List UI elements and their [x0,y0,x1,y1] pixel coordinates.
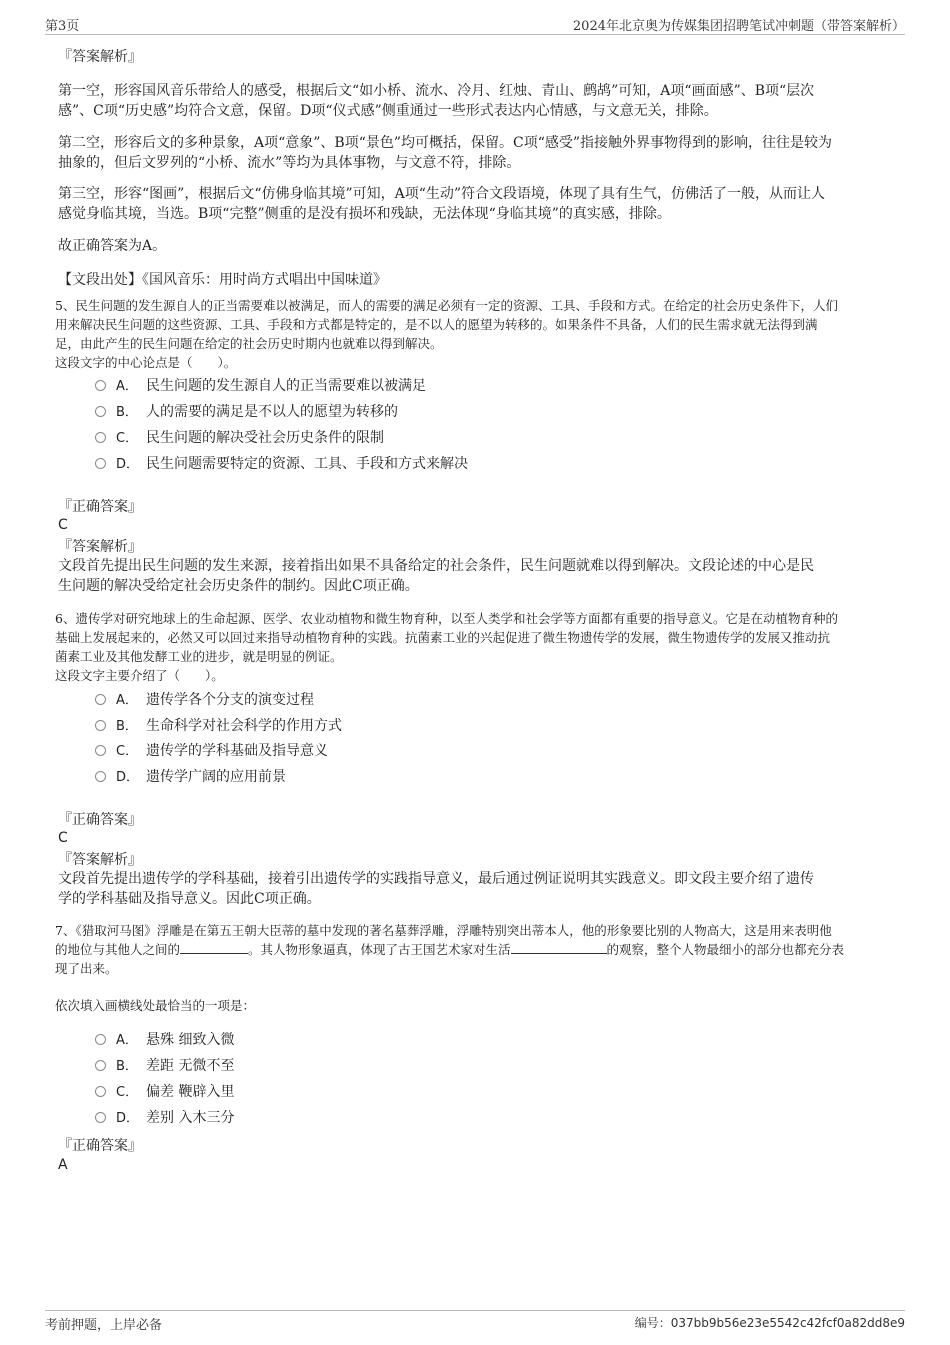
q6-option-d[interactable]: D． 遗传学广阔的应用前景 [95,767,286,787]
radio-icon[interactable] [95,694,106,705]
q4-analysis-para2: 第二空，形容后文的多种景象，A项“意象”、B项“景色”均可概括，保留。C项“感受”指接触外界事物得到的影响，往往是较为 抽象的，但后文罗列的“小桥、流水”等均为具体事物，与文意不符，排除。 [58,135,833,171]
radio-icon[interactable] [95,1034,106,1045]
q4-analysis-para3: 第三空，形容“图画”，根据后文“仿佛身临其境”可知，A项“生动”符合文段语境，体现了具有生气，仿佛活了一般，从而让人 感觉身临其境，当选。B项“完整”侧重的是没有损坏和残缺，无法体现“身临其境”的真实感，排除。 [58,186,826,222]
radio-icon[interactable] [95,432,106,443]
radio-icon[interactable] [95,458,106,469]
page-footer [45,1310,905,1333]
q7-option-a[interactable]: A． 悬殊 细致入微 [95,1030,234,1050]
q7-blank-2 [511,941,607,954]
q5-correct-answer: C [58,517,68,533]
footer-slogan: 考前押题，上岸必备 [45,1318,163,1333]
radio-icon[interactable] [95,406,106,417]
q6-correct-label: 『正确答案』 [58,812,142,828]
q6-stem: 6、遗传学对研究地球上的生命起源、医学、农业动植物和微生物育种，以至人类学和社会学等方面都有重要的指导意义。它是在动植物育种的 基础上发展起来的，必然又可以回过来指导动植物育种的实践。抗菌素工业的兴起促进了微生物遗传学的发展，微生物遗传学的发展又推动抗 菌素工业及其他发酵工业的进步，就是明显的例证。 这段文字主要介绍了（ ）。 [55,611,838,683]
q5-option-d[interactable]: D． 民生问题需要特定的资源、工具、手段和方式来解决 [95,454,468,474]
q4-conclusion: 故正确答案为A。 [58,238,167,254]
radio-icon[interactable] [95,745,106,756]
q5-option-a[interactable]: A． 民生问题的发生源自人的正当需要难以被满足 [95,376,426,396]
radio-icon[interactable] [95,1086,106,1097]
q5-analysis: 文段首先提出民生问题的发生来源，接着指出如果不具备给定的社会条件，民生问题就难以得到解决。文段论述的中心是民 生问题的解决受给定社会历史条件的制约。因此C项正确。 [58,558,814,594]
q4-analysis-para1: 第一空，形容国风音乐带给人的感受，根据后文“如小桥、流水、冷月、红烛、青山、鹧鸪”可知，A项“画面感”、B项“层次 感”、C项“历史感”均符合文意，保留。D项“仪式感”侧重通过一些形式表达内心情感，与文意无关，排除。 [58,83,815,119]
document-id: 编号：037bb9b56e23e5542c42fcf0a82dd8e9 [634,1316,905,1330]
document-title: 2024年北京奥为传媒集团招聘笔试冲刺题（带答案解析） [572,19,905,34]
radio-icon[interactable] [95,720,106,731]
q7-correct-answer: A [58,1157,68,1173]
q6-analysis-label: 『答案解析』 [58,852,142,868]
q5-option-c[interactable]: C． 民生问题的解决受社会历史条件的限制 [95,428,384,448]
q6-option-c[interactable]: C． 遗传学的学科基础及指导意义 [95,741,328,761]
q5-option-b[interactable]: B． 人的需要的满足是不以人的愿望为转移的 [95,402,398,422]
radio-icon[interactable] [95,1060,106,1071]
q7-blank-1 [180,941,248,954]
q6-analysis: 文段首先提出遗传学的学科基础，接着引出遗传学的实践指导意义，最后通过例证说明其实践意义。即文段主要介绍了遗传 学的学科基础及指导意义。因此C项正确。 [58,871,814,907]
q7-option-d[interactable]: D． 差别 入木三分 [95,1108,234,1128]
q7-correct-label: 『正确答案』 [58,1138,142,1154]
q6-option-b[interactable]: B． 生命科学对社会科学的作用方式 [95,716,342,736]
radio-icon[interactable] [95,380,106,391]
radio-icon[interactable] [95,1112,106,1123]
q6-correct-answer: C [58,830,68,846]
q4-analysis-label: 『答案解析』 [58,49,142,65]
q7-prompt: 依次填入画横线处最恰当的一项是： [55,998,256,1013]
q6-option-a[interactable]: A． 遗传学各个分支的演变过程 [95,690,314,710]
q5-stem: 5、民生问题的发生源自人的正当需要难以被满足，而人的需要的满足必须有一定的资源、工具、手段和方式。在给定的社会历史条件下，人们 用来解决民生问题的这些资源、工具、手段和方式都是特定的，是不以人的愿望为转移的。如果条件不具备，人们的民生需求就无法得到满 足，由此产生的民生问题在给定的社会历史时期内也就难以得到解决。 这段文字的中心论点是（ ）。 [55,298,838,370]
q4-source: 【文段出处】《国风音乐：用时尚方式唱出中国味道》 [58,272,387,288]
page-number: 第3页 [45,19,80,34]
radio-icon[interactable] [95,771,106,782]
q7-stem: 7、《猎取河马图》浮雕是在第五王朝大臣蒂的墓中发现的著名墓葬浮雕，浮雕特别突出蒂本人，他的形象要比别的人物高大，这是用来表明他 的地位与其他人之间的 。其人物形象逼真，体现了古王国艺术家对生活 的观察，整个人物最细小的部分也都充分表 现了出来。 [55,923,845,976]
q5-analysis-label: 『答案解析』 [58,539,142,555]
page-header [45,14,905,35]
q7-option-c[interactable]: C． 偏差 鞭辟入里 [95,1082,234,1102]
q5-correct-label: 『正确答案』 [58,499,142,515]
q7-option-b[interactable]: B． 差距 无微不至 [95,1056,234,1076]
